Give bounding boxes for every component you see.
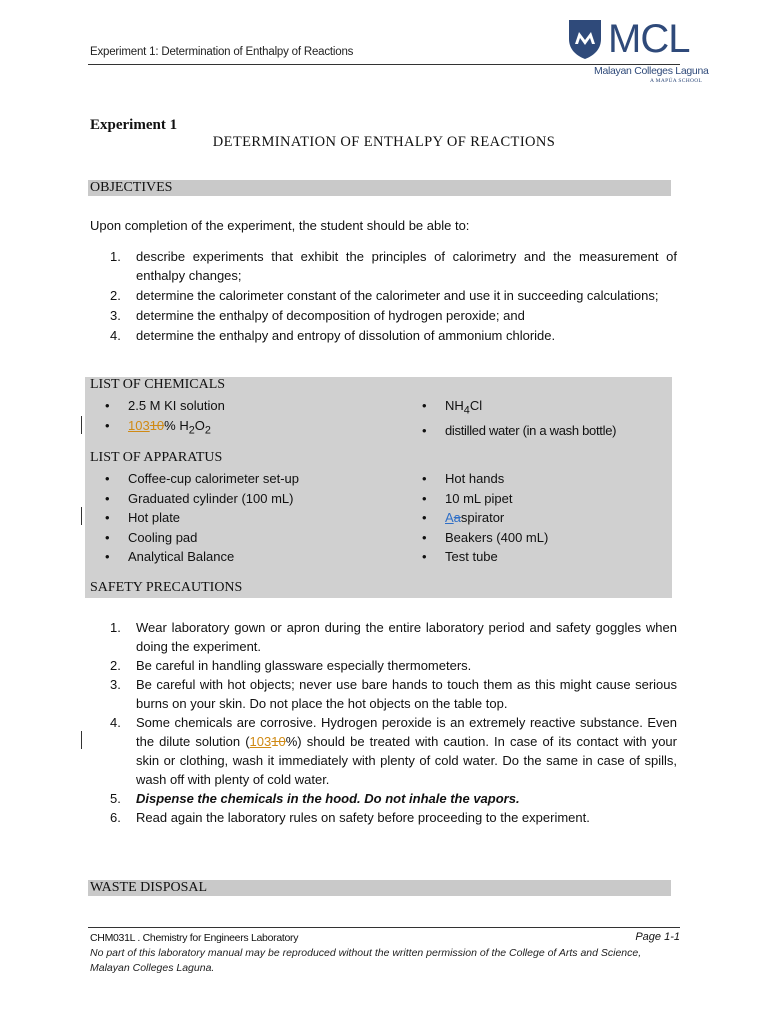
- footer-copyright-note: No part of this laboratory manual may be reproduced without the written permission of the College of Arts and Science, Malayan Colleges Laguna.: [90, 947, 642, 974]
- logo-wordmark: MCL: [608, 17, 690, 61]
- list-item: 5. Dispense the chemicals in the hood. Do not inhale the vapors.: [110, 791, 520, 806]
- list-item: 2. Be careful in handling glassware especially thermometers.: [110, 658, 472, 673]
- change-bar: [81, 731, 82, 749]
- list-item: • 2.5 M KI solution: [90, 396, 390, 416]
- list-item: 6. Read again the laboratory rules on safety before proceeding to the experiment.: [110, 810, 590, 825]
- apparatus-heading: LIST OF APPARATUS: [90, 450, 223, 465]
- list-item: 4. Some chemicals are corrosive. Hydrogen peroxide is an extremely reactive substance. Even the dilute solution (10310%) should be treated with caution. In case of its contact with your skin or clothing, wash it immediately with plenty of cold water. Do the same in case of spills, wash off with plenty of cold water.: [110, 715, 677, 787]
- footer-course: CHM031L . Chemistry for Engineers Laboratory: [90, 932, 299, 944]
- chemicals-list-left: [90, 396, 390, 441]
- list-item: 1. describe experiments that exhibit the principles of calorimetry and the measurement of enthalpy changes;: [110, 249, 677, 283]
- experiment-label: Experiment 1: [90, 117, 178, 133]
- list-item: • Hot plate: [90, 508, 390, 528]
- running-header-title: Experiment 1: Determination of Enthalpy of Reactions: [90, 46, 354, 58]
- mcl-shield-logo-icon: [566, 17, 604, 61]
- footer-page-number: Page 1-1: [635, 931, 680, 943]
- list-item: • 10 mL pipet: [407, 489, 672, 509]
- list-item: 3. determine the enthalpy of decomposition of hydrogen peroxide; and: [110, 308, 525, 323]
- list-item: • 10310% $H_2O_2$: [90, 416, 390, 441]
- list-item: • distilled water (in a wash bottle): [407, 421, 672, 441]
- apparatus-list-left: [90, 469, 390, 567]
- list-item: • Beakers (400 mL): [407, 528, 672, 548]
- list-item: • Hot hands: [407, 469, 672, 489]
- logo-tagline: A MAPÚA SCHOOL: [650, 78, 703, 84]
- footer-divider: [88, 927, 680, 928]
- chemicals-list-right: [407, 396, 672, 441]
- list-item: • Cooling pad: [90, 528, 390, 548]
- logo-subtitle: Malayan Colleges Laguna: [594, 65, 709, 77]
- list-item: • Coffee-cup calorimeter set-up: [90, 469, 390, 489]
- objectives-heading: OBJECTIVES: [88, 180, 671, 196]
- change-bar: [81, 416, 82, 434]
- header-divider: [88, 64, 680, 65]
- list-item: 3. Be careful with hot objects; never use bare hands to touch them as this might cause serious burns on your skin. Do not place the hot objects on the table top.: [110, 677, 677, 711]
- chemicals-heading: LIST OF CHEMICALS: [90, 377, 226, 392]
- apparatus-list-right: [407, 469, 672, 567]
- safety-list: [90, 618, 677, 827]
- list-item: • Test tube: [407, 547, 672, 567]
- experiment-title: DETERMINATION OF ENTHALPY OF REACTIONS: [212, 134, 556, 150]
- objectives-list: [90, 247, 677, 345]
- list-item: • $NH_4Cl$: [407, 396, 672, 421]
- waste-disposal-heading: WASTE DISPOSAL: [88, 880, 671, 896]
- list-item: 2. determine the calorimeter constant of the calorimeter and use it in succeeding calculations;: [110, 288, 659, 303]
- list-item: • Graduated cylinder (100 mL): [90, 489, 390, 509]
- change-bar: [81, 507, 82, 525]
- objectives-intro: Upon completion of the experiment, the student should be able to:: [90, 218, 470, 233]
- list-item: • Aaspirator: [407, 508, 672, 528]
- list-item: 1. Wear laboratory gown or apron during the entire laboratory period and safety goggles when doing the experiment.: [110, 620, 677, 654]
- safety-heading: SAFETY PRECAUTIONS: [90, 580, 243, 595]
- list-item: 4. determine the enthalpy and entropy of dissolution of ammonium chloride.: [110, 328, 556, 343]
- list-item: • Analytical Balance: [90, 547, 390, 567]
